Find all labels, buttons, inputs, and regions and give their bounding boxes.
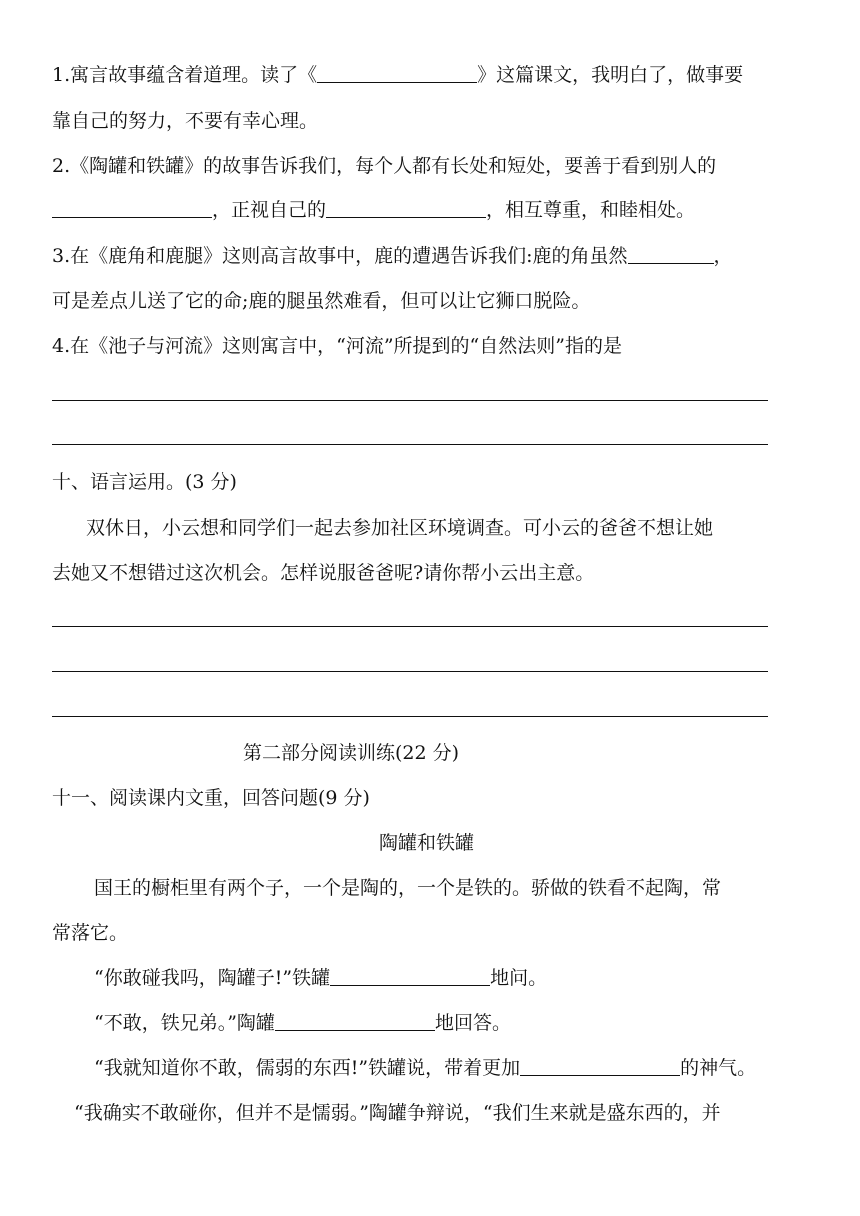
q2-text-a: 2.《陶罐和铁罐》的故事告诉我们，每个人都有长处和短处，要善于看到别人的 (52, 155, 717, 177)
q4-answer-line-2[interactable] (52, 444, 768, 445)
dialogue-1 (94, 965, 547, 991)
s10-answer-line-1[interactable] (52, 626, 768, 627)
q1-text-c: 靠自己的努力，不要有幸心理。 (52, 110, 319, 132)
q3-blank[interactable] (628, 243, 714, 264)
section-10-para-1: 双休日，小云想和同学们一起去参加社区环境调查。可小云的爸爸不想让她 (86, 517, 714, 539)
question-1-line-2 (52, 108, 318, 134)
question-3-line-1 (52, 243, 733, 269)
q2-blank-2[interactable] (326, 197, 486, 218)
question-2-line-1 (52, 153, 716, 179)
q1-text-a: 1.寓言故事蕴含着道理。读了《 (52, 64, 318, 86)
q2-text-c: ，相互尊重，和睦相处。 (486, 199, 696, 221)
q2-blank-1[interactable] (52, 197, 212, 218)
question-4-line-1 (52, 333, 622, 359)
question-3-line-2 (52, 288, 590, 314)
dialogue-3-blank[interactable] (520, 1055, 680, 1076)
section-10-para-2: 去她又不想错过这次机会。怎样说服爸爸呢?请你帮小云出主意。 (52, 562, 595, 584)
dialogue-2-text-b: 地回答。 (434, 1012, 511, 1034)
q3-text-c: 可是差点儿送了它的命;鹿的腿虽然难看，但可以让它狮口脱险。 (52, 290, 591, 312)
q3-text-b: ， (713, 245, 733, 267)
dialogue-1-blank[interactable] (330, 965, 490, 986)
dialogue-3-text-a: “我就知道你不敢，儒弱的东西!”铁罐说，带着更加 (94, 1057, 521, 1079)
q4-answer-line-1[interactable] (52, 400, 768, 401)
dialogue-3-text-b: 的神气。 (680, 1057, 757, 1079)
s10-answer-line-2[interactable] (52, 671, 768, 672)
part-2-heading: 第二部分阅读训练(22 分) (243, 742, 460, 764)
dialogue-1-text-b: 地问。 (490, 967, 548, 989)
q3-text-a: 3.在《鹿角和鹿腿》这则高言故事中，鹿的遭遇告诉我们:鹿的角虽然 (52, 245, 628, 267)
question-1-line-1 (52, 62, 743, 88)
q1-blank[interactable] (317, 62, 477, 83)
dialogue-4: “我确实不敢碰你，但并不是懦弱。”陶罐争辩说，“我们生来就是盛东西的，并 (74, 1102, 721, 1124)
q1-text-b: 》这篇课文，我明白了，做事要 (477, 64, 744, 86)
section-10-heading: 十、语言运用。(3 分) (52, 471, 237, 493)
dialogue-2-blank[interactable] (275, 1010, 435, 1031)
q2-text-b: ，正视自己的 (212, 199, 327, 221)
section-11-heading: 十一、阅读课内文重，回答问题(9 分) (52, 787, 370, 809)
dialogue-3 (94, 1055, 756, 1081)
dialogue-1-text-a: “你敢碰我吗，陶罐子!”铁罐 (94, 967, 331, 989)
dialogue-2 (94, 1010, 511, 1036)
passage-para-1-line-1: 国王的橱柜里有两个子，一个是陶的，一个是铁的。骄做的铁看不起陶，常 (94, 877, 722, 899)
passage-para-1-line-2: 常落它。 (52, 922, 129, 944)
passage-title: 陶罐和铁罐 (379, 832, 475, 854)
question-2-line-2 (52, 197, 695, 223)
s10-answer-line-3[interactable] (52, 716, 768, 717)
q4-text-a: 4.在《池子与河流》这则寓言中，“河流”所提到的“自然法则”指的是 (52, 335, 622, 357)
dialogue-2-text-a: “不敢，铁兄弟。”陶罐 (94, 1012, 275, 1034)
